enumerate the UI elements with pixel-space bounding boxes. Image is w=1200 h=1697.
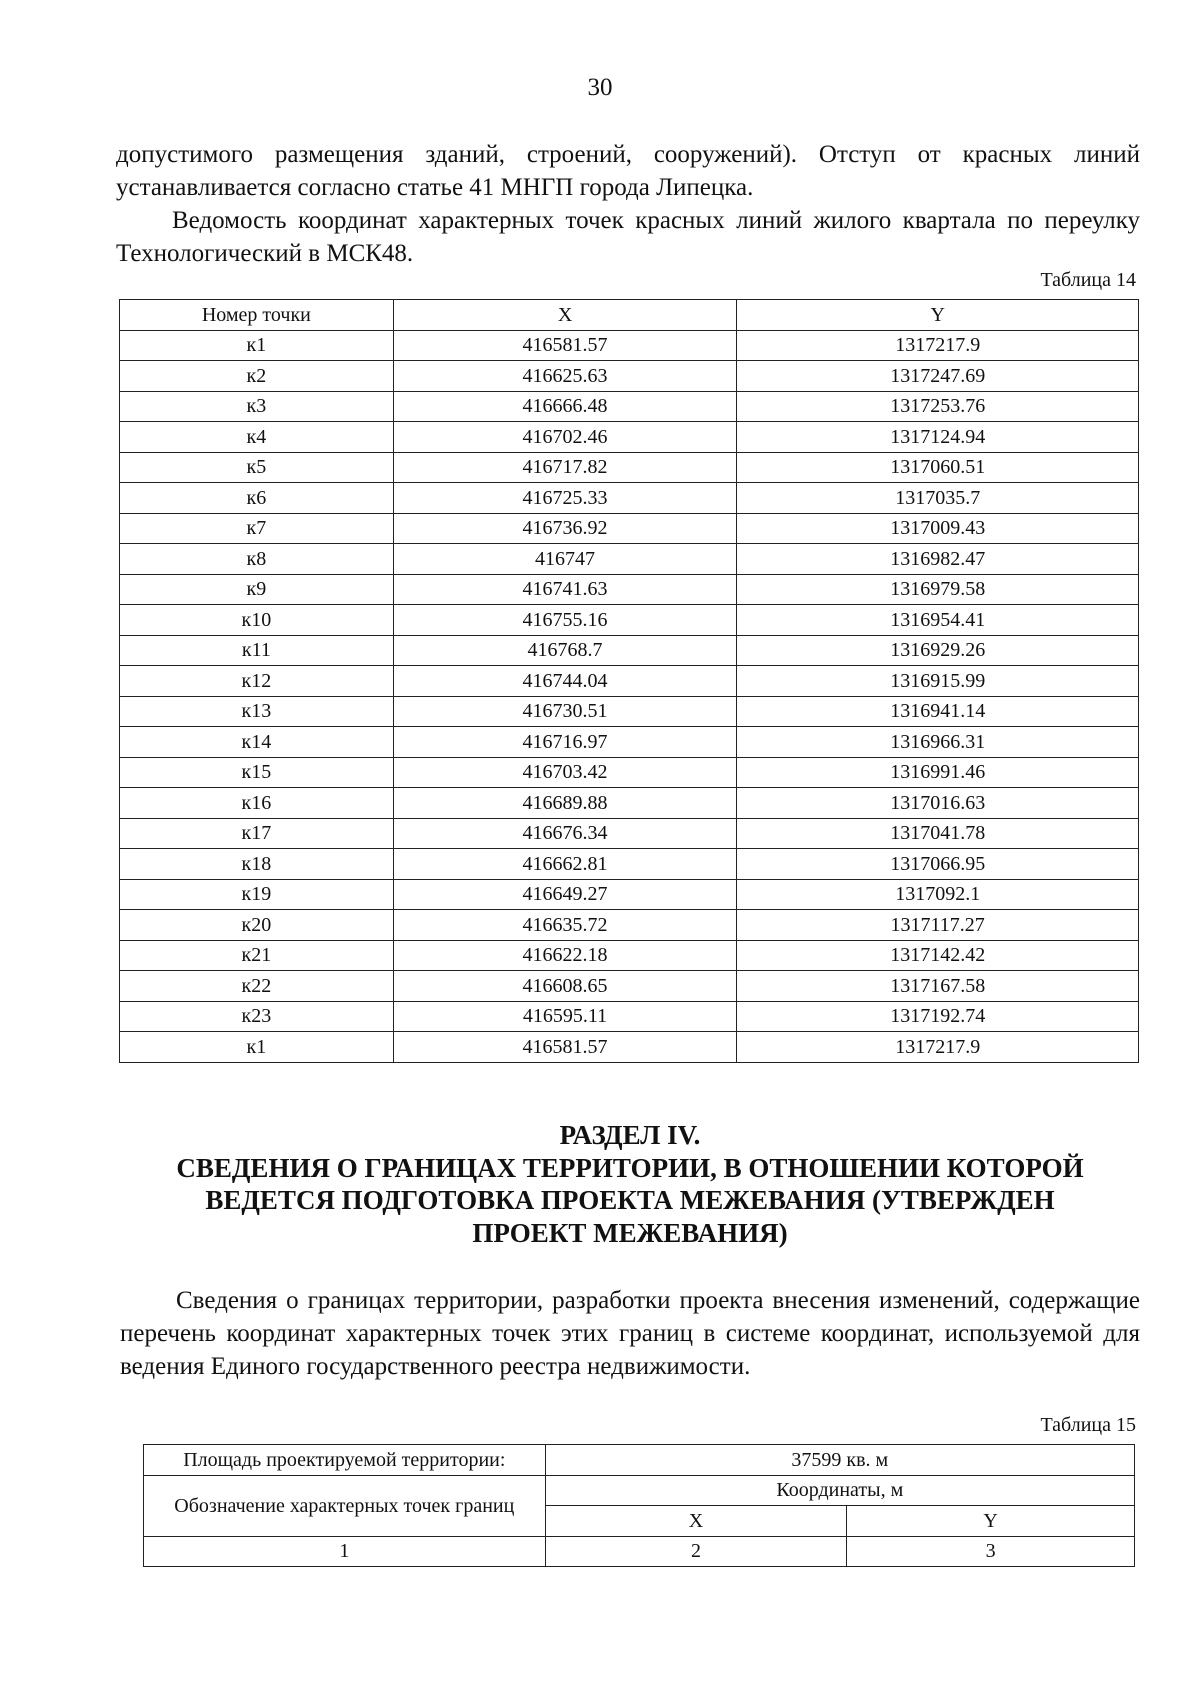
x-cell: 416622.18 [393, 940, 737, 971]
y-cell: 1317035.7 [737, 483, 1139, 514]
y-cell: 1317009.43 [737, 513, 1139, 544]
point-number-cell: к23 [120, 1001, 394, 1032]
table-row [120, 330, 1139, 361]
boundaries-table-15 [143, 1444, 1135, 1567]
point-number-cell: к8 [120, 544, 394, 575]
paragraph-setback: допустимого размещения зданий, строений, сооружений). Отступ от красных линий устанавливается согласно статье 41 МНГП города Липецка. [116, 141, 1140, 201]
y-cell: 1317192.74 [737, 1001, 1139, 1032]
point-number-cell: к21 [120, 940, 394, 971]
table-14-caption: Таблица 14 [1040, 269, 1136, 291]
table-row [120, 361, 1139, 392]
table-row [120, 971, 1139, 1002]
table-row [120, 788, 1139, 819]
y-cell: 1317092.1 [737, 879, 1139, 910]
page-number: 30 [587, 74, 613, 101]
point-number-cell: к2 [120, 361, 394, 392]
x-cell: 416730.51 [393, 696, 737, 727]
y-cell: 1317124.94 [737, 422, 1139, 453]
table-row [120, 391, 1139, 422]
points-label: Обозначение характерных точек границ [144, 1475, 546, 1536]
table-row [120, 635, 1139, 666]
section-heading [120, 1119, 1140, 1249]
coordinates-table-14 [119, 299, 1139, 1063]
area-value: 37599 кв. м [545, 1445, 1134, 1476]
y-cell: 1316966.31 [737, 727, 1139, 758]
x-cell: 416608.65 [393, 971, 737, 1002]
point-number-cell: к14 [120, 727, 394, 758]
x-cell: 416744.04 [393, 666, 737, 697]
point-number-cell: к10 [120, 605, 394, 636]
x-cell: 416725.33 [393, 483, 737, 514]
y-cell: 1317217.9 [737, 1032, 1139, 1063]
y-cell: 1316929.26 [737, 635, 1139, 666]
x-cell: 416635.72 [393, 910, 737, 941]
x-label: X [545, 1506, 847, 1537]
y-cell: 1317117.27 [737, 910, 1139, 941]
y-cell: 1316915.99 [737, 666, 1139, 697]
x-cell: 416747 [393, 544, 737, 575]
table-row [120, 818, 1139, 849]
y-cell: 1316991.46 [737, 757, 1139, 788]
table-15-caption: Таблица 15 [1040, 1414, 1136, 1436]
x-cell: 416702.46 [393, 422, 737, 453]
x-cell: 416625.63 [393, 361, 737, 392]
section-heading-line: СВЕДЕНИЯ О ГРАНИЦАХ ТЕРРИТОРИИ, В ОТНОШЕНИИ КОТОРОЙ [176, 1152, 1084, 1183]
y-cell: 1317167.58 [737, 971, 1139, 1002]
point-number-cell: к4 [120, 422, 394, 453]
x-cell: 416689.88 [393, 788, 737, 819]
section-heading-line: ПРОЕКТ МЕЖЕВАНИЯ) [472, 1217, 788, 1248]
column-number-cell: 2 [545, 1536, 847, 1567]
column-number-cell: 1 [144, 1536, 546, 1567]
y-cell: 1316982.47 [737, 544, 1139, 575]
point-number-cell: к15 [120, 757, 394, 788]
point-number-cell: к16 [120, 788, 394, 819]
table-row [120, 1001, 1139, 1032]
table-row [120, 940, 1139, 971]
table-row [120, 452, 1139, 483]
point-number-cell: к20 [120, 910, 394, 941]
table-row [120, 849, 1139, 880]
table-row [120, 696, 1139, 727]
column-number-cell: 3 [847, 1536, 1135, 1567]
point-number-cell: к7 [120, 513, 394, 544]
y-cell: 1317060.51 [737, 452, 1139, 483]
point-number-cell: к3 [120, 391, 394, 422]
table-row [120, 727, 1139, 758]
point-number-cell: к11 [120, 635, 394, 666]
area-label: Площадь проектируемой территории: [144, 1445, 546, 1476]
table-row [144, 1445, 1135, 1476]
y-cell: 1316954.41 [737, 605, 1139, 636]
table-row [120, 422, 1139, 453]
x-cell: 416581.57 [393, 1032, 737, 1063]
y-cell: 1316941.14 [737, 696, 1139, 727]
x-cell: 416736.92 [393, 513, 737, 544]
section-heading-line: ВЕДЕТСЯ ПОДГОТОВКА ПРОЕКТА МЕЖЕВАНИЯ (УТВЕРЖДЕН [205, 1185, 1055, 1215]
table-header-row [120, 300, 1139, 331]
y-label: Y [847, 1506, 1135, 1537]
paragraph-boundaries: Сведения о границах территории, разработки проекта внесения изменений, содержащие перечень координат характерных точек этих границ в системе координат, используемой для ведения Единого государственного реестра недвижимости. [120, 1287, 1140, 1380]
table-row [120, 574, 1139, 605]
x-cell: 416768.7 [393, 635, 737, 666]
x-cell: 416662.81 [393, 849, 737, 880]
y-cell: 1316979.58 [737, 574, 1139, 605]
point-number-cell: к1 [120, 1032, 394, 1063]
paragraph-statement: Ведомость координат характерных точек красных линий жилого квартала по переулку Технологический в МСК48. [116, 207, 1140, 267]
point-number-cell: к9 [120, 574, 394, 605]
point-number-cell: к22 [120, 971, 394, 1002]
table-row [120, 483, 1139, 514]
x-cell: 416755.16 [393, 605, 737, 636]
table-row [120, 513, 1139, 544]
x-cell: 416717.82 [393, 452, 737, 483]
x-cell: 416666.48 [393, 391, 737, 422]
point-number-cell: к17 [120, 818, 394, 849]
table-row [144, 1536, 1135, 1567]
y-cell: 1317016.63 [737, 788, 1139, 819]
table-row [120, 544, 1139, 575]
y-cell: 1317041.78 [737, 818, 1139, 849]
point-number-cell: к18 [120, 849, 394, 880]
point-number-cell: к5 [120, 452, 394, 483]
x-cell: 416741.63 [393, 574, 737, 605]
table-row [120, 1032, 1139, 1063]
y-cell: 1317142.42 [737, 940, 1139, 971]
table-row [120, 757, 1139, 788]
x-cell: 416649.27 [393, 879, 737, 910]
table-row [120, 605, 1139, 636]
x-cell: 416581.57 [393, 330, 737, 361]
table-row [120, 666, 1139, 697]
section-heading-line: РАЗДЕЛ IV. [559, 1120, 701, 1150]
point-number-cell: к12 [120, 666, 394, 697]
x-cell: 416595.11 [393, 1001, 737, 1032]
table-14-body [120, 330, 1139, 1062]
y-cell: 1317253.76 [737, 391, 1139, 422]
coords-label: Координаты, м [545, 1475, 1134, 1506]
header-y: Y [737, 300, 1139, 331]
table-row [120, 879, 1139, 910]
table-row [120, 910, 1139, 941]
x-cell: 416703.42 [393, 757, 737, 788]
header-x: X [393, 300, 737, 331]
y-cell: 1317247.69 [737, 361, 1139, 392]
x-cell: 416676.34 [393, 818, 737, 849]
point-number-cell: к1 [120, 330, 394, 361]
point-number-cell: к13 [120, 696, 394, 727]
header-point-number: Номер точки [120, 300, 394, 331]
y-cell: 1317066.95 [737, 849, 1139, 880]
x-cell: 416716.97 [393, 727, 737, 758]
table-row [144, 1475, 1135, 1506]
point-number-cell: к19 [120, 879, 394, 910]
y-cell: 1317217.9 [737, 330, 1139, 361]
point-number-cell: к6 [120, 483, 394, 514]
